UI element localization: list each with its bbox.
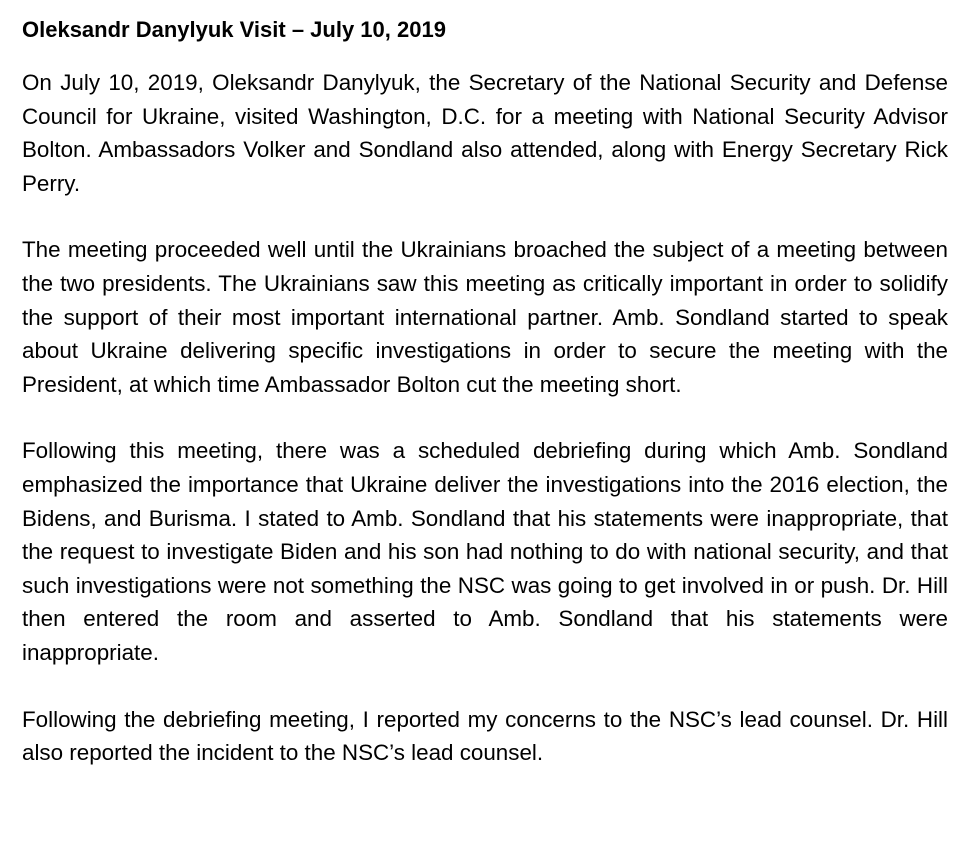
document-title: Oleksandr Danylyuk Visit – July 10, 2019 — [22, 17, 446, 42]
paragraph-reported-concerns: Following the debriefing meeting, I reported my concerns to the NSC’s lead counsel. Dr. Hill also reported the incident to the NSC’s lead counsel. — [22, 706, 948, 766]
paragraph-meeting-cut-short: The meeting proceeded well until the Ukrainians broached the subject of a meeting between the two presidents. The Ukrainians saw this meeting as critically important in order to solidify the support of their most important international partner. Amb. Sondland started to speak about Ukraine delivering specific investigations in order to secure the meeting with the President, at which time Ambassador Bolton cut the meeting short. — [22, 237, 948, 397]
paragraph-debriefing: Following this meeting, there was a scheduled debriefing during which Amb. Sondland emphasized the importance that Ukraine deliver the investigations into the 2016 election, the Bidens, and Burisma. I stated to Amb. Sondland that his statements were inappropriate, that the request to investigate Biden and his son had nothing to do with national security, and that such investigations were not something the NSC was going to get involved in or push. Dr. Hill then entered the room and asserted to Amb. Sondland that his statements were inappropriate. — [22, 438, 948, 665]
document-page — [22, 14, 948, 803]
paragraph-meeting-overview: On July 10, 2019, Oleksandr Danylyuk, the Secretary of the National Security and Defense Council for Ukraine, visited Washington, D.C. for a meeting with National Security Advisor Bolton. Ambassadors Volker and Sondland also attended, along with Energy Secretary Rick Perry. — [22, 70, 948, 196]
